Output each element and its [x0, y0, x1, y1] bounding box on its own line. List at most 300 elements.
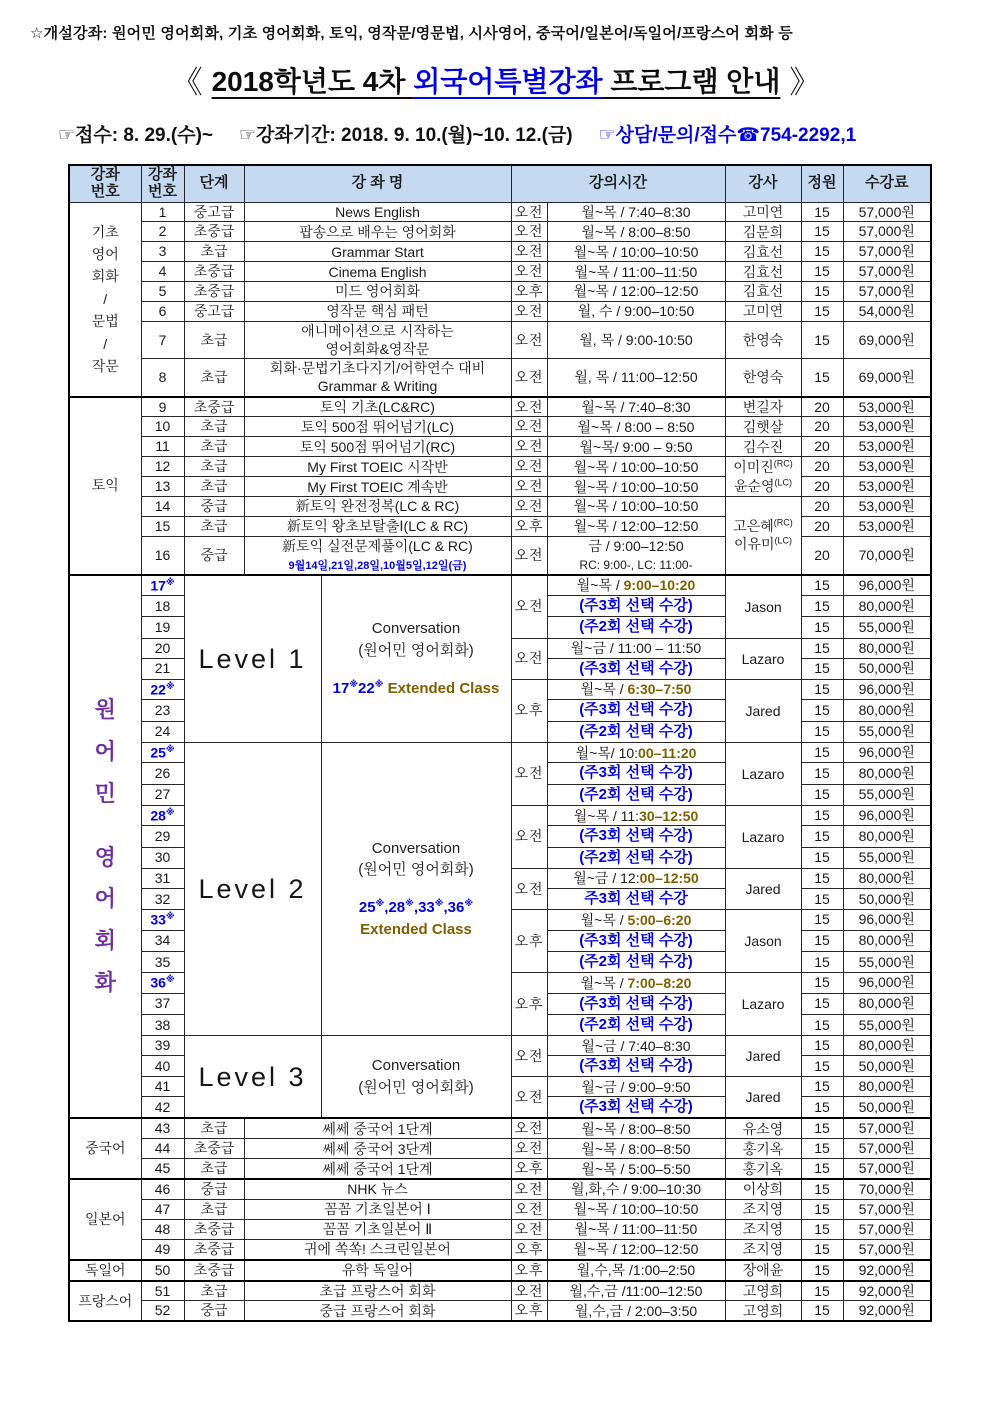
cell-quota: [801, 242, 843, 262]
text-part: 15: [814, 828, 830, 845]
cell-teacher: [725, 321, 801, 358]
cell-ampm: [511, 1179, 547, 1199]
text-part: 월~목 / 12:00–12:50: [573, 283, 699, 300]
text-part: (주3회 선택 수강): [579, 1057, 693, 1075]
cell-quota: [801, 1260, 843, 1281]
cell-quota: [801, 575, 843, 596]
cell-ampm: [511, 1260, 547, 1281]
text-part: 57,000원: [858, 1220, 915, 1237]
cell-time: [547, 397, 725, 417]
text-part: 변길자: [742, 398, 784, 415]
text-part: 96,000원: [858, 911, 915, 928]
text-part: (원어민 영어회화): [358, 1078, 474, 1096]
cell-fee: [843, 457, 931, 477]
text-part: 토익 500점 뛰어넘기(RC): [299, 438, 456, 455]
text-part: 오전: [514, 418, 544, 435]
text-part: 수강료: [865, 174, 909, 192]
cell-time: [547, 202, 725, 222]
cell-name: [244, 1281, 511, 1301]
cell-teacher: [725, 417, 801, 437]
text-part: 50,000원: [858, 890, 915, 907]
text-part: 오전: [514, 546, 544, 563]
text-part: 일본어: [84, 1210, 126, 1227]
table-row: [69, 497, 931, 517]
cell-ampm: [511, 1219, 547, 1239]
text-part: 중고급: [193, 302, 235, 319]
cell-fee: [843, 847, 931, 868]
text-part: 32: [154, 890, 171, 907]
title-open-bracket: 《: [171, 65, 203, 100]
cell-conv: [321, 575, 511, 743]
cell-ampm: [511, 1159, 547, 1179]
text-part: 월~목 / 10:00–10:50: [573, 1201, 699, 1218]
text-part: ※: [434, 898, 444, 908]
cell-time: [547, 910, 725, 931]
cell-teacher: [725, 1200, 801, 1220]
cell-ampm: [511, 359, 547, 397]
contact-phone: ☞상담/문의/접수☎754-2292,1: [598, 125, 857, 146]
cell-teacher: [725, 1219, 801, 1239]
text-part: 57,000원: [858, 263, 915, 280]
text-part: 금 / 9:00–12:50: [588, 537, 684, 554]
cell-quota: [801, 1139, 843, 1159]
cell-fee: [843, 868, 931, 888]
text-part: 15: [154, 517, 171, 534]
text-part: 80,000원: [858, 765, 915, 782]
text-part: 55,000원: [858, 786, 915, 803]
text-part: 48: [154, 1220, 171, 1237]
text-part: 15: [814, 1057, 830, 1074]
text-part: Lazaro: [741, 996, 785, 1013]
text-part: 초급: [200, 438, 228, 455]
cell-quota: [801, 516, 843, 536]
text-part: 월,수,목 /1:00–2:50: [576, 1262, 696, 1279]
text-part: 80,000원: [858, 828, 915, 845]
text-part: 新토익 완전정복(LC & RC): [295, 498, 460, 515]
cell-name: [244, 497, 511, 517]
cell-quota: [801, 457, 843, 477]
cell-choice: [547, 847, 725, 868]
cell-quota: [801, 1014, 843, 1035]
text-part: (주3회 선택 수강): [579, 1098, 693, 1116]
cell-ampm: [511, 1077, 547, 1119]
cell-fee: [843, 282, 931, 302]
cell-time: [547, 1239, 725, 1259]
text-part: 오후: [514, 517, 544, 534]
text-part: 15: [814, 619, 830, 636]
cell-num: [141, 973, 184, 994]
text-part: Lazaro: [741, 650, 785, 667]
text-part: 8: [158, 368, 167, 385]
text-part: 문법: [91, 313, 119, 330]
cell-time: [547, 321, 725, 358]
text-part: 69,000원: [858, 331, 915, 348]
cell-quota: [801, 1219, 843, 1239]
cell-fee: [843, 477, 931, 497]
table-row: [69, 202, 931, 222]
text-part: 57,000원: [858, 223, 915, 240]
text-part: 51: [154, 1282, 171, 1299]
text-part: 15: [814, 1261, 830, 1278]
text-part: 55,000원: [858, 723, 915, 740]
cell-quota: [801, 397, 843, 417]
cell-time: [547, 437, 725, 457]
text-part: 오전: [514, 302, 544, 319]
text-part: 강사: [748, 174, 778, 192]
cell-quota: [801, 1036, 843, 1056]
text-part: 18: [154, 597, 171, 614]
cell-fee: [843, 1219, 931, 1239]
cell-ampm: [511, 742, 547, 805]
cell-levelbig: [184, 1036, 321, 1119]
cell-fee: [843, 1056, 931, 1077]
text-part: 43: [154, 1120, 171, 1137]
title-text-guide: 프로그램 안내: [602, 66, 781, 97]
text-part: 15: [814, 849, 830, 866]
cell-time: [547, 805, 725, 826]
cell-level: [184, 1139, 244, 1159]
text-part: 김문희: [742, 223, 784, 240]
text-part: 15: [814, 744, 830, 761]
cell-num: [141, 202, 184, 222]
text-part: (주3회 선택 수강): [579, 659, 693, 677]
text-part: 30: [154, 849, 171, 866]
text-part: 53,000원: [858, 418, 915, 435]
text-part: (주3회 선택 수강): [579, 597, 693, 615]
cell-quota: [801, 993, 843, 1014]
text-part: 오전: [514, 243, 544, 260]
cell-ampm: [511, 397, 547, 417]
text-part: 31: [154, 869, 171, 886]
cell-name: [244, 262, 511, 282]
table-row: [69, 282, 931, 302]
text-part: 15: [814, 1181, 830, 1198]
text-part: 15: [814, 974, 830, 991]
text-part: 15: [814, 1140, 830, 1157]
text-part: 오후: [514, 995, 544, 1012]
cell-time: [547, 242, 725, 262]
text-part: 15: [814, 660, 830, 677]
cell-num: [141, 617, 184, 638]
text-part: 53,000원: [858, 478, 915, 495]
cell-teacher: [725, 1301, 801, 1321]
cell-name: [244, 282, 511, 302]
table-row: [69, 1118, 931, 1138]
text-part: 월~목 / 11:00–11:50: [574, 1221, 698, 1238]
text-part: 69,000원: [858, 368, 915, 385]
text-part: 월~목 /: [580, 974, 628, 991]
cell-fee: [843, 1260, 931, 1281]
text-part: 15: [814, 702, 830, 719]
cell-name: [244, 1159, 511, 1179]
cell-choice: [547, 658, 725, 679]
cell-teacher: [725, 397, 801, 417]
text-part: 70,000원: [858, 1181, 915, 1198]
cell-teacher: [725, 973, 801, 1036]
cell-num: [141, 1097, 184, 1119]
text-part: 15: [814, 1240, 830, 1257]
cell-quota: [801, 417, 843, 437]
cell-level: [184, 1200, 244, 1220]
text-part: 15: [814, 1220, 830, 1237]
text-part: 초중급: [193, 1220, 235, 1237]
cell-teacher: [725, 1260, 801, 1281]
cell-quota: [801, 301, 843, 321]
text-part: 원: [94, 697, 116, 723]
cell-ampm: [511, 282, 547, 302]
text-part: 초중급: [193, 398, 235, 415]
text-part: 월~목/ 10:: [575, 744, 639, 761]
text-part: 15: [814, 597, 830, 614]
cell-level: [184, 1301, 244, 1321]
text-part: 월,화,수 / 9:00–10:30: [570, 1181, 702, 1198]
text-part: 정원: [807, 174, 837, 192]
cell-fee: [843, 721, 931, 742]
cell-num: [141, 242, 184, 262]
cell-ampm: [511, 973, 547, 1036]
cell-fee: [843, 638, 931, 658]
cell-quota: [801, 742, 843, 763]
cell-choice: [547, 763, 725, 784]
cell-quota: [801, 1159, 843, 1179]
cell-level: [184, 359, 244, 397]
cell-fee: [843, 679, 931, 700]
cell-num: [141, 1301, 184, 1321]
cell-name: [244, 417, 511, 437]
cell-fee: [843, 262, 931, 282]
text-part: 15: [814, 807, 830, 824]
text-part: 16: [154, 546, 171, 563]
cell-choice: [547, 826, 725, 847]
table-row: [69, 1200, 931, 1220]
text-part: 57,000원: [858, 1120, 915, 1137]
cell-name: [244, 301, 511, 321]
text-part: 96,000원: [858, 974, 915, 991]
text-part: 5: [158, 283, 167, 300]
text-part: 15: [814, 368, 830, 385]
cell-level: [184, 477, 244, 497]
text-part: 중급: [200, 498, 228, 515]
cell-fee: [843, 1301, 931, 1321]
cell-num: [141, 359, 184, 397]
text-part: 애니메이션으로 시작하는: [301, 322, 454, 339]
cell-teacher: [725, 1139, 801, 1159]
text-part: 15: [814, 723, 830, 740]
text-part: 20: [814, 398, 830, 415]
text-part: 꼼꼼 기초일본어 Ⅰ: [324, 1201, 431, 1218]
table-row: [69, 575, 931, 596]
cell-quota: [801, 1239, 843, 1259]
cell-ampm: [511, 536, 547, 574]
cell-fee: [843, 617, 931, 638]
text-part: 15: [814, 1120, 830, 1137]
text-part: (RC): [773, 517, 793, 528]
cell-quota: [801, 805, 843, 826]
table-row: [69, 477, 931, 497]
cell-name: [244, 242, 511, 262]
text-part: 15: [814, 302, 830, 319]
text-part: 26: [154, 765, 171, 782]
text-part: ※: [165, 680, 175, 691]
text-part: 월~목 / 7:40–8:30: [581, 203, 691, 220]
text-part: 오전: [514, 765, 544, 782]
text-part: 홍기옥: [742, 1140, 784, 1157]
cell-ampm: [511, 638, 547, 679]
cell-num: [141, 826, 184, 847]
text-part: 15: [814, 1098, 830, 1115]
text-part: 57,000원: [858, 1140, 915, 1157]
text-part: 29: [154, 828, 171, 845]
cell-choice: [547, 721, 725, 742]
cell-time: [547, 1036, 725, 1056]
text-part: 6: [158, 302, 167, 319]
text-part: 34: [154, 932, 171, 949]
table-header: [69, 165, 931, 202]
cell-quota: [801, 1281, 843, 1301]
text-part: 50: [154, 1261, 171, 1278]
text-part: 오후: [514, 932, 544, 949]
cell-ampm: [511, 516, 547, 536]
cell-conv: [321, 1036, 511, 1119]
cell-ampm: [511, 457, 547, 477]
cell-time: [547, 742, 725, 763]
text-part: 강 좌 명: [351, 174, 404, 192]
cell-level: [184, 516, 244, 536]
text-part: 80,000원: [858, 702, 915, 719]
text-part: 42: [154, 1098, 171, 1115]
cell-quota: [801, 321, 843, 358]
text-part: 오전: [514, 368, 544, 385]
text-part: 월~목 / 5:00–5:50: [581, 1160, 691, 1177]
cell-level: [184, 1239, 244, 1259]
cell-teacher: [725, 1239, 801, 1259]
text-part: 토익 기초(LC&RC): [320, 398, 435, 415]
cell-num: [141, 397, 184, 417]
cell-level: [184, 301, 244, 321]
cell-th: [69, 165, 141, 202]
text-part: 회화: [91, 268, 119, 285]
text-part: 9:00–10:20: [623, 577, 696, 594]
text-part: 월~목 / 8:00–8:50: [581, 223, 691, 240]
course-period: ☞강좌기간: 2018. 9. 10.(월)~10. 12.(금): [239, 125, 573, 146]
cell-fee: [843, 763, 931, 784]
cell-time: [547, 1219, 725, 1239]
text-part: 20: [814, 458, 830, 475]
text-part: 월~목 /: [580, 681, 628, 698]
text-part: 오후: [514, 1302, 544, 1319]
text-part: 토익: [91, 477, 119, 494]
text-part: 25: [358, 899, 376, 916]
cell-num: [141, 1260, 184, 1281]
cell-choice: [547, 888, 725, 909]
cell-time: [547, 1077, 725, 1097]
cell-levelbig: [184, 742, 321, 1035]
cell-time: [547, 1281, 725, 1301]
cell-fee: [843, 1200, 931, 1220]
cell-th: [244, 165, 511, 202]
cell-fee: [843, 784, 931, 805]
cell-th: [141, 165, 184, 202]
cell-fee: [843, 951, 931, 972]
text-part: 쎄쎄 중국어 3단계: [322, 1140, 433, 1157]
text-part: 15: [814, 1201, 830, 1218]
text-part: (RC): [773, 458, 793, 469]
cell-quota: [801, 930, 843, 951]
cell-time: [547, 868, 725, 888]
cell-time: [547, 417, 725, 437]
text-part: 40: [154, 1057, 171, 1074]
text-part: 45: [154, 1160, 171, 1177]
text-part: 7: [158, 331, 167, 348]
cell-level: [184, 1118, 244, 1138]
cell-teacher: [725, 202, 801, 222]
cell-teacher: [725, 1179, 801, 1199]
text-part: 80,000원: [858, 995, 915, 1012]
text-part: 46: [154, 1181, 171, 1198]
cell-num: [141, 222, 184, 242]
text-part: NHK 뉴스: [347, 1181, 408, 1198]
text-part: 강좌: [148, 165, 177, 183]
text-part: 오전: [514, 1088, 544, 1105]
text-part: 오후: [514, 1240, 544, 1257]
text-part: 57,000원: [858, 243, 915, 260]
table-row: [69, 457, 931, 477]
text-part: 초급: [200, 478, 228, 495]
cell-num: [141, 1036, 184, 1056]
cell-ampm: [511, 868, 547, 909]
cell-name: [244, 1179, 511, 1199]
text-part: 新토익 왕초보탈출Ⅰ(LC & RC): [286, 518, 469, 535]
cell-quota: [801, 262, 843, 282]
text-part: 월~목/ 9:00 – 9:50: [579, 438, 693, 455]
text-part: RC: 9:00-, LC: 11:00-: [579, 558, 693, 573]
cell-quota: [801, 763, 843, 784]
cell-fee: [843, 497, 931, 517]
cell-level: [184, 397, 244, 417]
text-part: 50,000원: [858, 660, 915, 677]
cell-teacher: [725, 1159, 801, 1179]
text-part: 월~목 / 8:00–8:50: [581, 1140, 691, 1157]
text-part: 초급: [200, 418, 228, 435]
text-part: 49: [154, 1240, 171, 1257]
text-part: 중급: [200, 1181, 228, 1198]
cell-quota: [801, 497, 843, 517]
text-part: 김햇살: [742, 418, 784, 435]
text-part: ※: [165, 576, 175, 587]
cell-time: [547, 222, 725, 242]
cell-name: [244, 321, 511, 358]
cell-quota: [801, 826, 843, 847]
text-part: (주2회 선택 수강): [579, 952, 693, 970]
text-part: ※: [464, 898, 474, 908]
text-part: 57,000원: [858, 203, 915, 220]
text-part: 김효선: [742, 283, 784, 300]
cell-num: [141, 721, 184, 742]
cell-ampm: [511, 321, 547, 358]
text-part: 57,000원: [858, 1201, 915, 1218]
text-part: 월~목 / 8:00–8:50: [581, 1120, 691, 1137]
text-part: 35: [154, 953, 171, 970]
cell-ampm: [511, 477, 547, 497]
text-part: ※: [165, 974, 175, 985]
text-part: 19: [154, 619, 171, 636]
cell-teacher: [725, 222, 801, 242]
text-part: 월~목 / 10:00–10:50: [573, 498, 699, 515]
text-part: 유소영: [742, 1120, 784, 1137]
cell-teacher: [725, 301, 801, 321]
cell-quota: [801, 638, 843, 658]
cell-teacher: [725, 497, 801, 575]
